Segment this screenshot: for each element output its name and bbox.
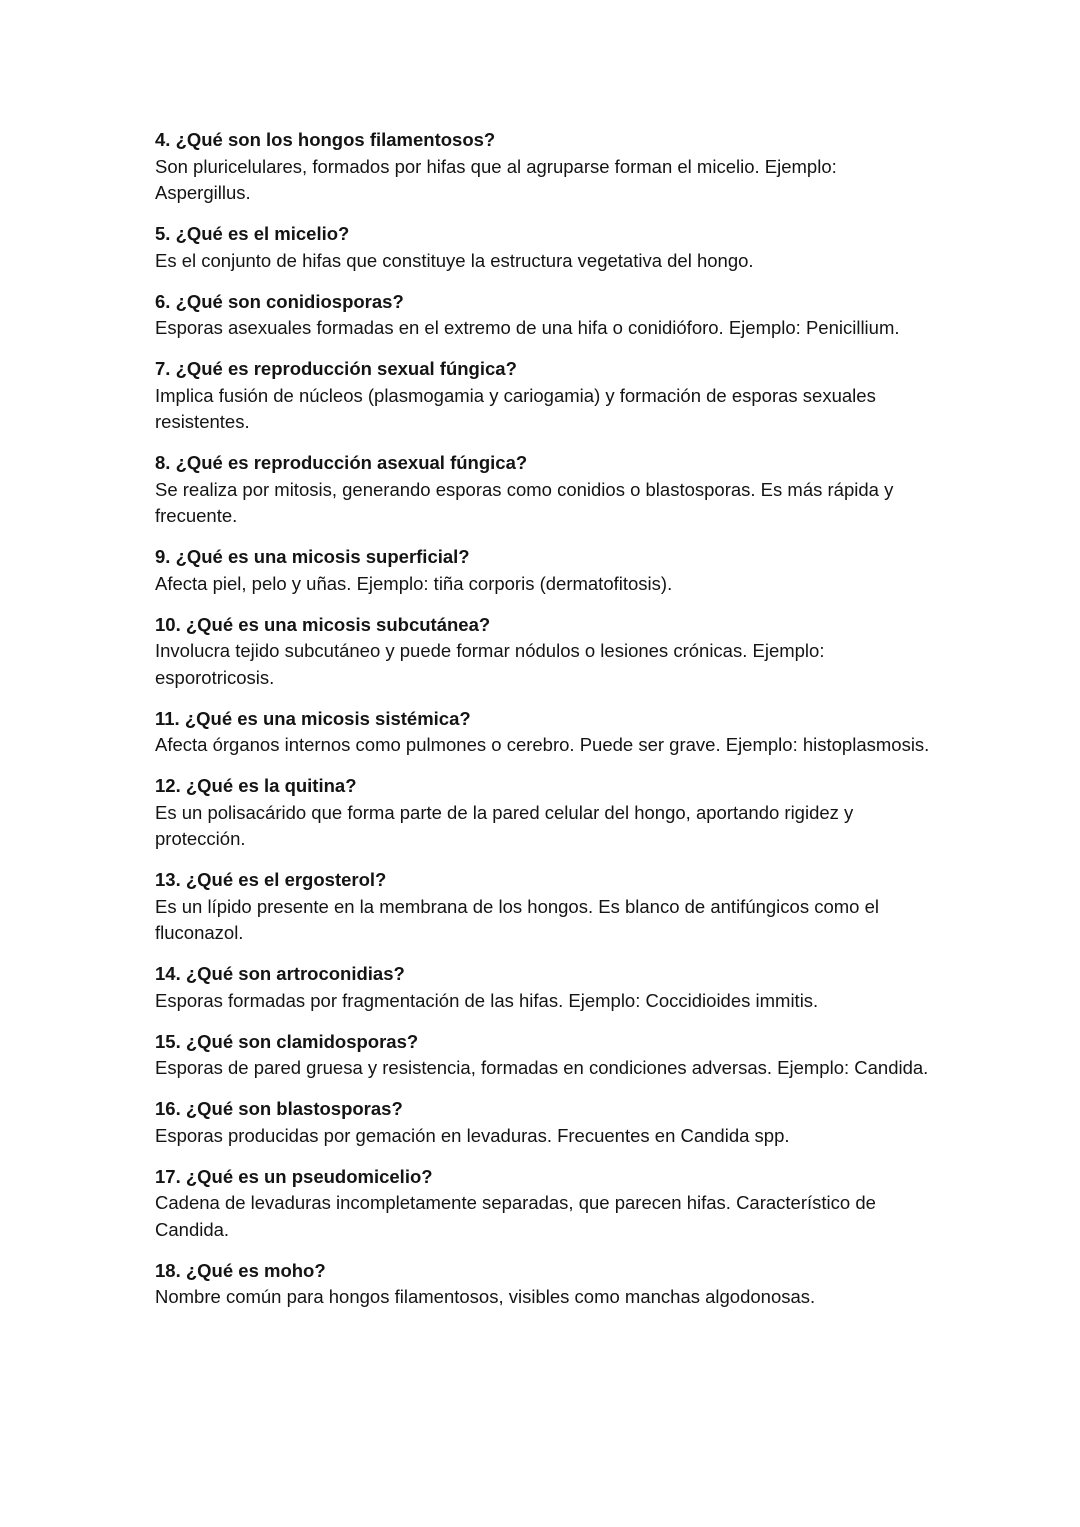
question-heading: 9. ¿Qué es una micosis superficial? — [155, 546, 470, 567]
answer-text: Afecta órganos internos como pulmones o cerebro. Puede ser grave. Ejemplo: histoplasmosis. — [155, 734, 930, 755]
question-heading: 11. ¿Qué es una micosis sistémica? — [155, 707, 471, 729]
question-heading: 5. ¿Qué es el micelio? — [155, 223, 350, 244]
qa-item — [155, 221, 930, 274]
question-heading: 12. ¿Qué es la quitina? — [155, 775, 357, 796]
question-heading: 18. ¿Qué es moho? — [155, 1259, 326, 1281]
answer-text: Implica fusión de núcleos (plasmogamia y cariogamia) y formación de esporas sexuales resistentes. — [155, 384, 876, 432]
answer-text: Esporas producidas por gemación en levaduras. Frecuentes en Candida spp. — [155, 1124, 790, 1146]
qa-item — [155, 1258, 930, 1311]
question-heading: 14. ¿Qué son artroconidias? — [155, 963, 405, 984]
question-heading: 6. ¿Qué son conidiosporas? — [155, 290, 404, 312]
answer-text: Involucra tejido subcutáneo y puede formar nódulos o lesiones crónicas. Ejemplo: esporotricosis. — [155, 640, 825, 688]
qa-item — [155, 1029, 930, 1082]
qa-item — [155, 1164, 930, 1244]
qa-item — [155, 1096, 930, 1149]
answer-text: Afecta piel, pelo y uñas. Ejemplo: tiña corporis (dermatofitosis). — [155, 572, 673, 594]
answer-text: Esporas formadas por fragmentación de las hifas. Ejemplo: Coccidioides immitis. — [155, 989, 819, 1011]
question-heading: 4. ¿Qué son los hongos filamentosos? — [155, 129, 496, 150]
question-heading: 15. ¿Qué son clamidosporas? — [155, 1030, 419, 1052]
qa-item — [155, 773, 930, 853]
qa-item — [155, 127, 930, 207]
answer-text: Es el conjunto de hifas que constituye la estructura vegetativa del hongo. — [155, 249, 754, 271]
question-heading: 7. ¿Qué es reproducción sexual fúngica? — [155, 358, 517, 379]
answer-text: Nombre común para hongos filamentosos, visibles como manchas algodonosas. — [155, 1286, 816, 1307]
qa-item — [155, 867, 930, 947]
qa-item — [155, 612, 930, 692]
question-heading: 16. ¿Qué son blastosporas? — [155, 1098, 403, 1119]
answer-text: Es un lípido presente en la membrana de los hongos. Es blanco de antifúngicos como el fluconazol. — [155, 895, 880, 943]
question-heading: 13. ¿Qué es el ergosterol? — [155, 869, 387, 890]
qa-item — [155, 544, 930, 597]
qa-item — [155, 706, 930, 759]
document-page — [155, 127, 930, 1325]
question-heading: 17. ¿Qué es un pseudomicelio? — [155, 1165, 433, 1187]
answer-text: Esporas asexuales formadas en el extremo de una hifa o conidióforo. Ejemplo: Penicillium. — [155, 317, 900, 338]
answer-text: Cadena de levaduras incompletamente separadas, que parecen hifas. Característico de Candida. — [155, 1192, 876, 1240]
qa-item — [155, 289, 930, 342]
answer-text: Se realiza por mitosis, generando esporas como conidios o blastosporas. Es más rápida y frecuente. — [155, 478, 894, 526]
answer-text: Esporas de pared gruesa y resistencia, formadas en condiciones adversas. Ejemplo: Candida. — [155, 1057, 929, 1078]
qa-item — [155, 450, 930, 530]
qa-item — [155, 356, 930, 436]
qa-item — [155, 961, 930, 1014]
question-heading: 8. ¿Qué es reproducción asexual fúngica? — [155, 452, 528, 473]
question-heading: 10. ¿Qué es una micosis subcutánea? — [155, 613, 491, 635]
answer-text: Son pluricelulares, formados por hifas que al agruparse forman el micelio. Ejemplo: Aspergillus. — [155, 155, 837, 203]
answer-text: Es un polisacárido que forma parte de la pared celular del hongo, aportando rigidez y protección. — [155, 801, 854, 849]
